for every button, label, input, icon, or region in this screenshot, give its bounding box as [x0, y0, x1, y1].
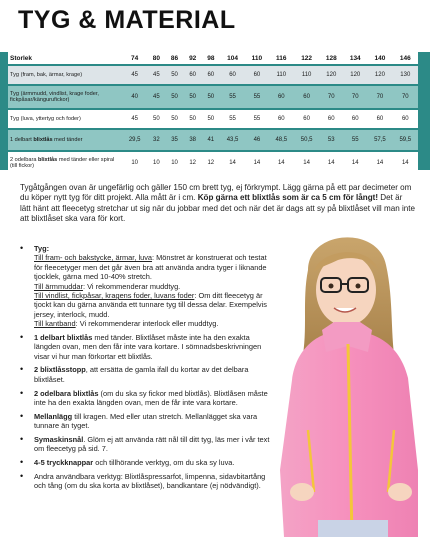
row-label-part: (luva, yttertyg och foder)	[19, 115, 81, 122]
table-cell: 14	[220, 152, 245, 174]
table-cell: 70	[319, 86, 343, 108]
table-cell: 70	[393, 86, 418, 108]
table-cell: 41	[202, 130, 220, 150]
size-header: 122	[294, 52, 319, 64]
list-item	[20, 244, 275, 329]
table-cell: 38	[184, 130, 202, 150]
item-heading: 4-5 tryckknappar	[34, 457, 94, 467]
materials-list	[20, 244, 275, 495]
table-cell: 10	[147, 152, 165, 174]
table-cell: 70	[343, 86, 367, 108]
table-cell: 70	[367, 86, 392, 108]
table-header-row	[8, 52, 418, 64]
table-cell: 45	[147, 86, 165, 108]
row-label-part: (fram, bak, ärmar, krage)	[19, 71, 83, 78]
intro-text: Det är lätt hänt att fleecetyg stretchar ut sig när du jobbar med det och när det är dags att sy på blixtlåset vill man inte att blixtlåset ska vara för kort.	[20, 193, 416, 223]
table-cell: 50	[165, 86, 183, 108]
table-cell: 45	[122, 66, 147, 84]
bullet-icon: •	[20, 331, 24, 342]
list-item	[20, 412, 275, 431]
header-label: Storlek	[8, 52, 122, 64]
table-cell: 57,5	[367, 130, 392, 150]
list-item	[20, 458, 275, 467]
item-subheading: Till kantband	[34, 319, 76, 329]
table-cell: 60	[269, 110, 294, 128]
table-cell: 10	[165, 152, 183, 174]
table-cell: 50	[165, 66, 183, 84]
row-label-part: Tyg	[10, 71, 20, 78]
table-cell: 60	[367, 110, 392, 128]
row-label	[8, 130, 122, 150]
list-item	[20, 472, 275, 491]
table-cell: 55	[220, 110, 245, 128]
table-cell: 60	[269, 86, 294, 108]
table-cell: 53	[319, 130, 343, 150]
row-label	[8, 110, 122, 128]
size-header: 110	[245, 52, 268, 64]
table-row	[8, 86, 418, 108]
table-cell: 60	[184, 66, 202, 84]
bullet-icon: •	[20, 364, 24, 375]
table-cell: 14	[367, 152, 392, 174]
table-cell: 45	[122, 110, 147, 128]
table-cell: 110	[269, 66, 294, 84]
item-heading: Symaskinsnål	[34, 434, 84, 444]
table-cell: 120	[343, 66, 367, 84]
item-text: och tillhörande verktyg, om du ska sy luva.	[93, 457, 235, 467]
item-heading: 2 blixtlåsstopp	[34, 365, 86, 375]
table-cell: 60	[319, 110, 343, 128]
table-cell: 32	[147, 130, 165, 150]
table-cell: 60	[393, 110, 418, 128]
bullet-icon: •	[20, 433, 24, 444]
table-cell: 50	[147, 110, 165, 128]
table-cell: 130	[393, 66, 418, 84]
table-cell: 60	[343, 110, 367, 128]
row-label	[8, 66, 122, 84]
item-text: . Glöm ej att använda rätt nål till ditt tyg, läs mer i vår text om fleecetyg på sid. 7.	[34, 434, 270, 454]
bullet-icon: •	[20, 243, 24, 253]
table-cell: 55	[343, 130, 367, 150]
bullet-icon: •	[20, 470, 24, 481]
size-header: 128	[319, 52, 343, 64]
table-cell: 60	[245, 66, 268, 84]
size-header: 146	[393, 52, 418, 64]
size-header: 98	[202, 52, 220, 64]
child-photo	[278, 230, 430, 537]
material-table-panel	[0, 52, 430, 170]
table-cell: 43,5	[220, 130, 245, 150]
table-cell: 50	[165, 110, 183, 128]
row-label-part: 1 delbart	[10, 136, 34, 143]
table-cell: 46	[245, 130, 268, 150]
table-cell: 50	[184, 86, 202, 108]
table-cell: 55	[245, 86, 268, 108]
table-cell: 35	[165, 130, 183, 150]
size-header: 80	[147, 52, 165, 64]
table-cell: 14	[294, 152, 319, 174]
table-cell: 50	[184, 110, 202, 128]
table-row	[8, 110, 418, 128]
table-cell: 59,5	[393, 130, 418, 150]
list-item	[20, 435, 275, 454]
bullet-icon: •	[20, 456, 24, 467]
size-header: 104	[220, 52, 245, 64]
row-label-part: med tänder eller spiral (till fickor)	[10, 156, 115, 169]
item-text: till kragen. Med eller utan stretch. Mellanlägget ska vara tunnare än tyget.	[34, 411, 258, 431]
table-row	[8, 130, 418, 150]
list-item	[20, 333, 275, 361]
table-cell: 50	[202, 110, 220, 128]
item-heading: Tyg:	[34, 244, 50, 253]
table-cell: 120	[319, 66, 343, 84]
table-cell: 29,5	[122, 130, 147, 150]
row-label-part: Tyg	[10, 90, 20, 97]
table-cell: 14	[269, 152, 294, 174]
row-label-part: med tänder	[52, 136, 83, 143]
table-cell: 120	[367, 66, 392, 84]
table-cell: 14	[319, 152, 343, 174]
list-item	[20, 365, 275, 384]
row-label	[8, 86, 122, 108]
size-header: 140	[367, 52, 392, 64]
row-label-part: blixtlås	[38, 156, 58, 163]
table-cell: 48,5	[269, 130, 294, 150]
table-cell: 60	[202, 66, 220, 84]
item-heading: 2 odelbara blixtlås	[34, 388, 99, 398]
table-cell: 60	[220, 66, 245, 84]
table-row	[8, 66, 418, 84]
table-cell: 14	[343, 152, 367, 174]
item-text: (om du ska sy fickor med blixtlås). Blixtlåsen måste inte ha den exakta längden ovan, men de får inte vara kortare.	[34, 388, 268, 407]
intro-text: Tygåtgången ovan är ungefärlig och gäller 150 cm brett tyg, ej förkrympt. Lägg gärna på ett par decimeter om du köper nytt tyg för ditt projekt. Alla mått är i cm.	[20, 183, 412, 203]
item-text: , att ersätta de gamla ifall du kortar av det delbara blixtlåset.	[34, 365, 249, 384]
size-header: 116	[269, 52, 294, 64]
row-label	[8, 152, 122, 174]
table-cell: 14	[393, 152, 418, 174]
table-cell: 45	[147, 66, 165, 84]
bullet-icon: •	[20, 387, 24, 398]
table-cell: 50,5	[294, 130, 319, 150]
row-label-part: Tyg	[10, 115, 20, 122]
bullet-icon: •	[20, 410, 24, 421]
table-cell: 10	[122, 152, 147, 174]
item-heading: 1 delbart blixtlås	[34, 332, 93, 342]
row-label-part: blixtlås	[33, 136, 53, 143]
table-cell: 14	[245, 152, 268, 174]
table-cell: 110	[294, 66, 319, 84]
row-label-part: 2 odelbara	[10, 156, 38, 163]
row-label-part: (ärmmudd, vindlist, krage foder, fickpåsar/kängurufickor)	[10, 90, 99, 103]
size-table	[8, 52, 418, 174]
table-cell: 60	[294, 110, 319, 128]
intro-emphasis: Köp gärna ett blixtlås som är ca 5 cm för långt!	[197, 193, 379, 203]
page-title: TYG & MATERIAL	[18, 6, 236, 34]
item-heading: Mellanlägg	[34, 411, 73, 421]
item-text: : Vi rekommenderar interlock eller muddtyg.	[75, 319, 219, 329]
item-subheading: Till ärmmuddar	[34, 281, 84, 291]
item-text: Andra användbara verktyg: Blixtlåspressarfot, limpenna, sidavbitartång och tång (om du ska korta av blixtlåset), bandkantare (ej nödvändigt).	[34, 471, 266, 491]
table-cell: 50	[202, 86, 220, 108]
table-cell: 60	[294, 86, 319, 108]
size-header: 86	[165, 52, 183, 64]
table-cell: 12	[202, 152, 220, 174]
size-header: 92	[184, 52, 202, 64]
item-subheading: Till fram- och bakstycke, ärmar, luva	[34, 253, 153, 263]
size-header: 74	[122, 52, 147, 64]
intro-paragraph	[20, 183, 415, 224]
item-text: : Vi rekommenderar muddtyg.	[83, 281, 181, 291]
list-item	[20, 389, 275, 408]
table-cell: 12	[184, 152, 202, 174]
item-text: med tänder. Blixtlåset måste inte ha den exakta längden ovan, men den får inte vara kortare. I sömnadsbeskrivningen visar vi hur man förkortar ett blixtlås.	[34, 332, 262, 361]
item-text: : Om ditt fleecetyg är tjockt kan du gärna använda ett tunnare tyg till dessa delar. Exempelvis jersey, interlock, mudd.	[34, 291, 267, 319]
table-cell: 55	[245, 110, 268, 128]
item-text: : Mönstret är konstruerat och testat för fleecetyger men det går även bra att använda andra tyger i liknande tjocklek, gärna med 10-40% stretch.	[34, 253, 267, 282]
size-header: 134	[343, 52, 367, 64]
table-cell: 55	[220, 86, 245, 108]
table-cell: 40	[122, 86, 147, 108]
item-subheading: Till vindlist, fickpåsar, kragens foder, luvans foder	[34, 291, 195, 301]
table-row	[8, 152, 418, 174]
